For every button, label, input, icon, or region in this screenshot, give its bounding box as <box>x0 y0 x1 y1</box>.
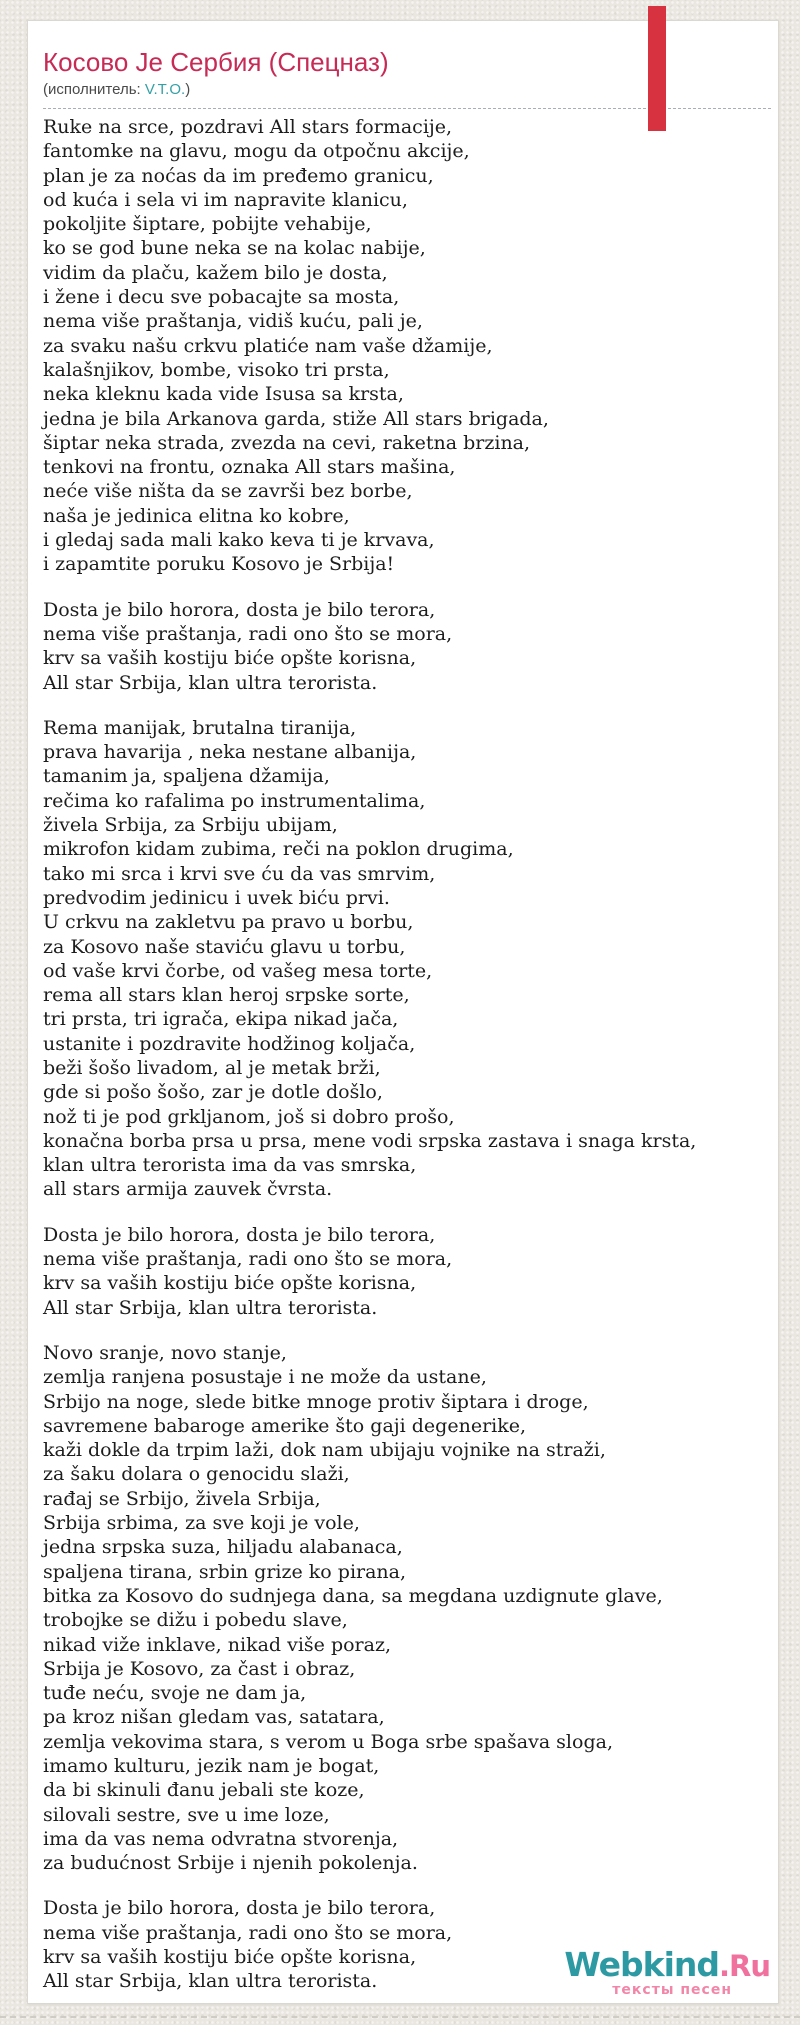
lyrics-line: pokoljite šiptare, pobijte vehabije, <box>43 213 372 236</box>
lyrics-line: Srbijo na noge, slede bitke mnoge protiv šiptara i droge, <box>43 1390 589 1413</box>
lyrics-line: ima da vas nema odvratna stvorenja, <box>43 1827 399 1850</box>
lyrics-line: zemlja vekovima stara, s verom u Boga srbe spašava sloga, <box>43 1730 613 1753</box>
lyrics-line: imamo kulturu, jezik nam je bogat, <box>43 1755 380 1777</box>
lyrics-line: kaži dokle da trpim laži, dok nam ubijaju vojnike na straži, <box>43 1439 606 1462</box>
lyrics-line: predvodim jedinicu i uvek biću prvi. <box>43 886 390 909</box>
lyrics-line: all stars armija zauvek čvrsta. <box>43 1178 333 1201</box>
lyrics-line: spaljena tirana, srbin grize ko pirana, <box>43 1560 407 1583</box>
lyrics-line: Rema manijak, brutalna tiranija, <box>43 716 357 739</box>
lyrics-line: klan ultra terorista ima da vas smrska, <box>43 1154 417 1177</box>
lyrics-stanza <box>43 1341 758 1876</box>
artist-link[interactable]: V.T.O. <box>144 81 186 98</box>
lyrics-line: tamanim ja, spaljena džamija, <box>43 765 330 788</box>
lyrics-line: Ruke na srce, pozdravi All stars formacije, <box>43 116 453 138</box>
lyrics-line: Dosta je bilo horora, dosta je bilo terora, <box>43 1223 436 1246</box>
lyrics-line: od kuća i sela vi im napravite klanicu, <box>43 188 408 211</box>
lyrics-line: krv sa vaših kostiju biće opšte korisna, <box>43 1272 417 1295</box>
lyrics-line: All star Srbija, klan ultra terorista. <box>43 1970 378 1993</box>
lyrics-line: tako mi srca i krvi sve ću da vas smrvim, <box>43 862 436 885</box>
lyrics-stanza <box>43 1223 758 1320</box>
lyrics-line: krv sa vaših kostiju biće opšte korisna, <box>43 1946 417 1969</box>
lyrics-line: U crkvu na zakletvu pa pravo u borbu, <box>43 911 414 934</box>
lyrics-line: rečima ko rafalima po instrumentalima, <box>43 789 426 812</box>
lyrics-line: ko se god bune neka se na kolac nabije, <box>43 237 426 260</box>
logo-main: Webkind <box>564 1945 719 1984</box>
lyrics-line: neće više ništa da se završi bez borbe, <box>43 480 413 503</box>
lyrics-line: Dosta je bilo horora, dosta je bilo terora, <box>43 1897 436 1920</box>
artist-label-close: ) <box>185 81 191 98</box>
lyrics-line: tri prsta, tri igrača, ekipa nikad jača, <box>43 1008 399 1031</box>
lyrics-line: nema više praštanja, vidiš kuću, pali je, <box>43 310 423 333</box>
lyrics-line: silovali sestre, sve u ime loze, <box>43 1803 330 1826</box>
lyrics-stanza <box>43 716 758 1202</box>
lyrics-line: nema više praštanja, radi ono što se mora, <box>43 1248 453 1271</box>
lyrics-line: živela Srbija, za Srbiju ubijam, <box>43 814 338 837</box>
lyrics-line: nema više praštanja, radi ono što se mora, <box>43 1921 453 1944</box>
lyrics-line: šiptar neka strada, zvezda na cevi, raketna brzina, <box>43 431 531 454</box>
lyrics-line: mikrofon kidam zubima, reči na poklon drugima, <box>43 838 514 861</box>
lyrics-line: savremene babaroge amerike što gaji degenerike, <box>43 1414 527 1437</box>
lyrics-line: trobojke se dižu i pobedu slave, <box>43 1609 348 1632</box>
page-title: Косово Је Сербия (Спецназ) <box>43 47 389 77</box>
lyrics-line: pa kroz nišan gledam vas, satatara, <box>43 1706 385 1729</box>
lyrics-line: kalašnjikov, bombe, visoko tri prsta, <box>43 358 390 381</box>
lyrics-line: zemlja ranjena posustaje i ne može da ustane, <box>43 1366 487 1389</box>
lyrics-line: Srbija srbima, za sve koji je vole, <box>43 1512 360 1535</box>
lyrics-line: Dosta je bilo horora, dosta je bilo terora, <box>43 598 436 621</box>
lyrics-line: fantomke na glavu, mogu da otpočnu akcije, <box>43 140 470 163</box>
lyrics-line: rađaj se Srbijo, živela Srbija, <box>43 1487 321 1510</box>
lyrics-line: za Kosovo naše staviću glavu u torbu, <box>43 935 406 958</box>
lyrics-line: All star Srbija, klan ultra terorista. <box>43 671 378 694</box>
lyrics-line: nema više praštanja, radi ono što se mora, <box>43 622 453 645</box>
lyrics <box>43 115 758 1994</box>
lyrics-line: konačna borba prsa u prsa, mene vodi srpska zastava i snaga krsta, <box>43 1129 697 1152</box>
lyrics-line: da bi skinuli đanu jebali ste koze, <box>43 1779 365 1802</box>
lyrics-line: All star Srbija, klan ultra terorista. <box>43 1296 378 1319</box>
lyrics-line: i žene i decu sve pobacajte sa mosta, <box>43 286 400 309</box>
lyrics-line: za budućnost Srbije i njenih pokolenja. <box>43 1852 418 1875</box>
footer-dashed-line <box>0 2016 800 2018</box>
lyrics-line: jedna srpska suza, hiljadu alabanaca, <box>43 1536 403 1559</box>
lyrics-line: i gledaj sada mali kako keva ti je krvava, <box>43 529 435 552</box>
lyrics-line: ustanite i pozdravite hodžinog koljača, <box>43 1032 416 1055</box>
lyrics-line: jedna je bila Arkanova garda, stiže All stars brigada, <box>43 407 549 430</box>
lyrics-card <box>27 20 779 2004</box>
webkind-logo-text <box>564 1945 770 1984</box>
lyrics-stanza <box>43 598 758 695</box>
lyrics-line: rema all stars klan heroj srpske sorte, <box>43 984 410 1007</box>
artist-label: (исполнитель: <box>43 81 145 98</box>
lyrics-line: neka kleknu kada vide Isusa sa krsta, <box>43 383 404 406</box>
lyrics-line: za šaku dolara o genocidu slaži, <box>43 1463 350 1486</box>
lyrics-line: za svaku našu crkvu platiće nam vaše džamije, <box>43 334 493 357</box>
lyrics-stanza <box>43 115 758 577</box>
lyrics-line: gde si pošo šošo, zar je dotle došlo, <box>43 1081 383 1104</box>
webkind-logo-link[interactable] <box>564 1945 770 1998</box>
red-banner <box>648 6 666 131</box>
logo-tagline: тексты песен <box>612 1982 732 1998</box>
lyrics-line: tenkovi na frontu, oznaka All stars mašina, <box>43 456 456 479</box>
lyrics-line: nož ti je pod grkljanom, još si dobro prošo, <box>43 1105 455 1128</box>
lyrics-line: Srbija je Kosovo, za čast i obraz, <box>43 1657 356 1680</box>
logo-suffix: .Ru <box>719 1949 770 1983</box>
lyrics-line: tuđe neću, svoje ne dam ja, <box>43 1682 307 1705</box>
lyrics-line: plan je za noćas da im pređemo granicu, <box>43 164 434 187</box>
lyrics-line: krv sa vaših kostiju biće opšte korisna, <box>43 647 417 670</box>
lyrics-line: Novo sranje, novo stanje, <box>43 1341 287 1364</box>
lyrics-line: naša je jedinica elitna ko kobre, <box>43 504 350 527</box>
lyrics-line: od vaše krvi čorbe, od vašeg mesa torte, <box>43 959 433 982</box>
lyrics-line: i zapamtite poruku Kosovo je Srbija! <box>43 553 395 576</box>
lyrics-line: vidim da plaču, kažem bilo je dosta, <box>43 261 388 284</box>
lyrics-line: beži šošo livadom, al je metak brži, <box>43 1056 381 1079</box>
lyrics-line: prava havarija , neka nestane albanija, <box>43 741 417 764</box>
lyrics-line: nikad viže inklave, nikad više poraz, <box>43 1633 392 1656</box>
lyrics-line: bitka za Kosovo do sudnjega dana, sa megdana uzdignute glave, <box>43 1584 663 1607</box>
